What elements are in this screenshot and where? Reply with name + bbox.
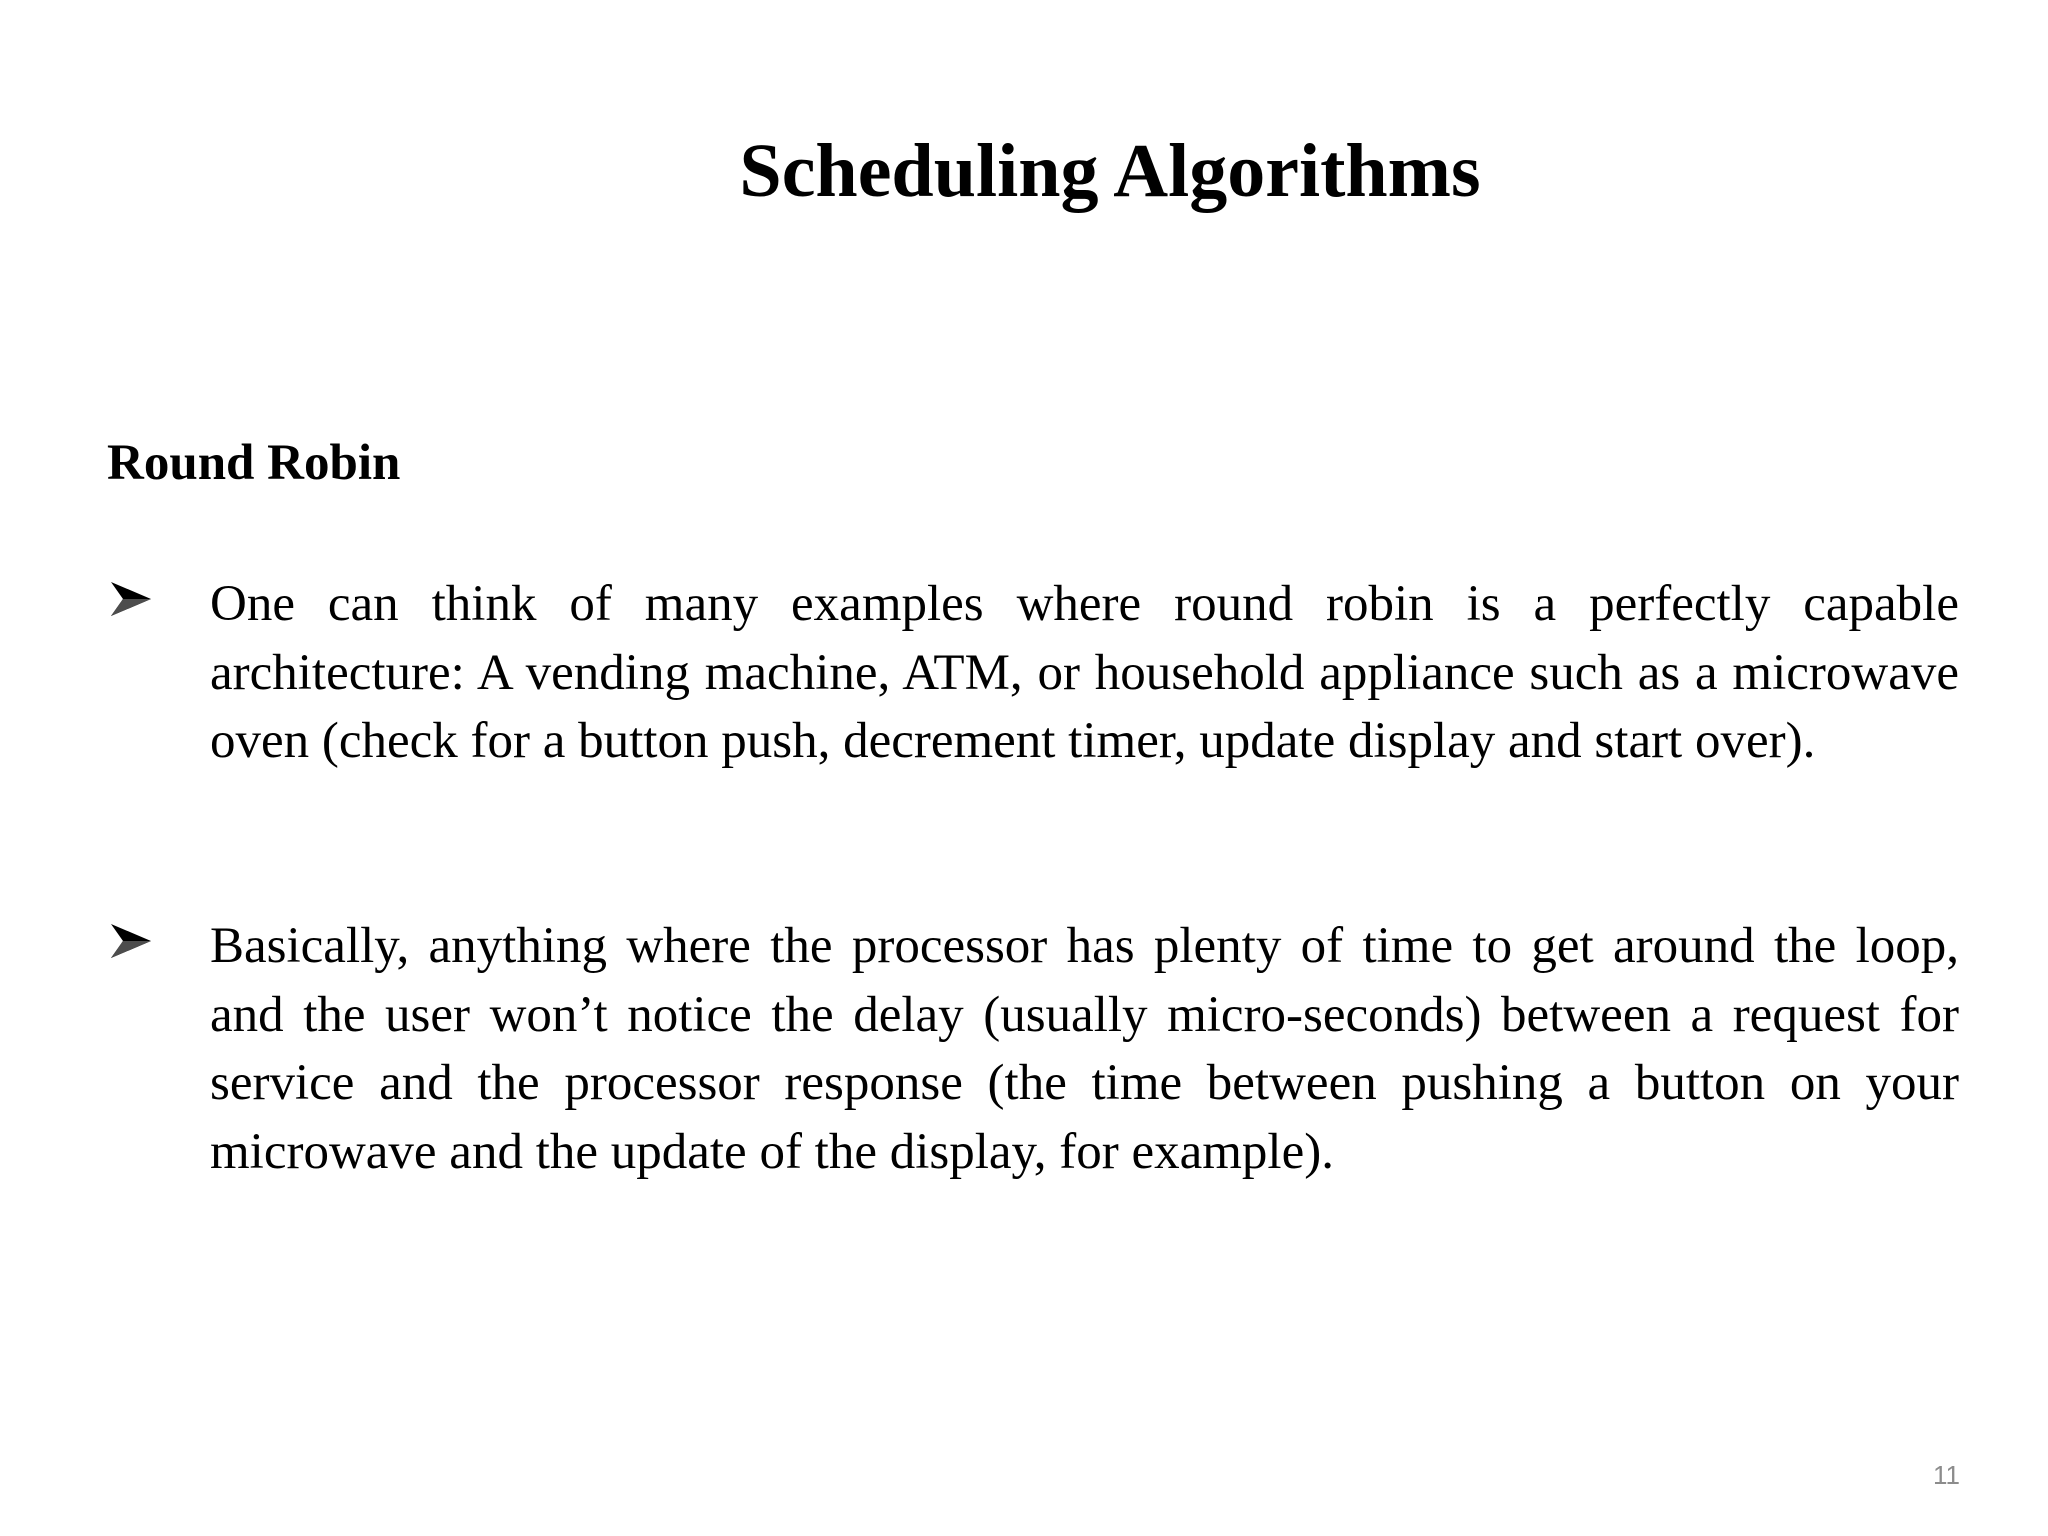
arrow-bullet-icon <box>107 574 157 624</box>
page-number: 11 <box>1933 1460 1960 1490</box>
bullet-text: One can think of many examples where round robin is a perfectly capable architecture: A vending machine, ATM, or household appliance such as a microwave oven (check for a button push, decrement timer, update display and start over). <box>210 576 1959 769</box>
bullet-text: Basically, anything where the processor has plenty of time to get around the loop, and the user won’t notice the delay (usually micro-seconds) between a request for service and the processor response (the time between pushing a button on your microwave and the update of the display, for example). <box>210 918 1959 1180</box>
slide-title: Scheduling Algorithms <box>739 129 1481 213</box>
arrow-bullet-icon <box>107 916 157 966</box>
section-heading: Round Robin <box>107 435 401 491</box>
